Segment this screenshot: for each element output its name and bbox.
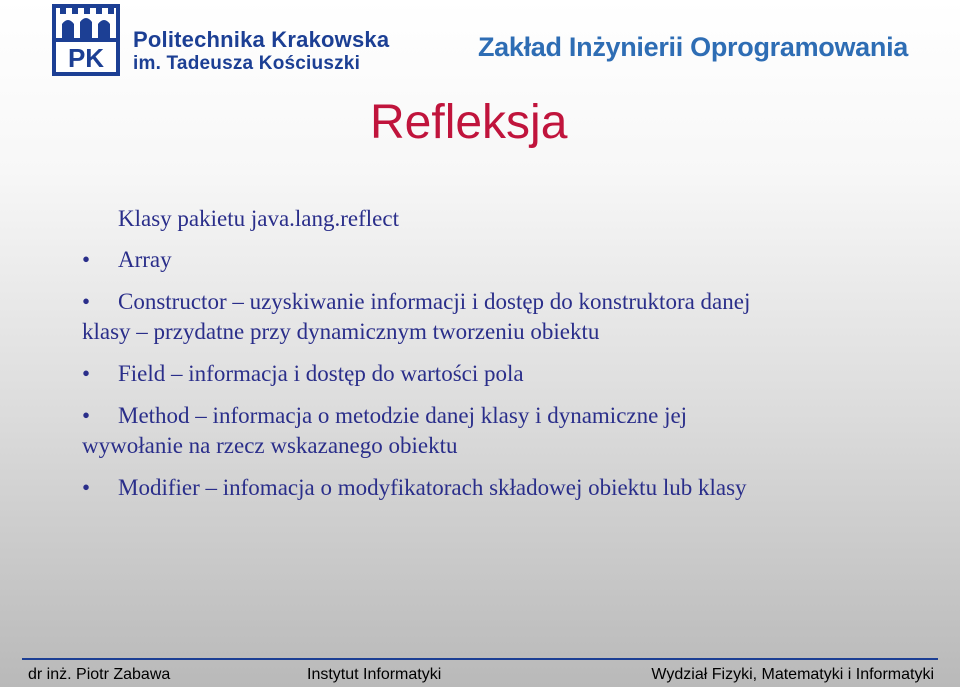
slide-content (82, 205, 882, 515)
pk-logo (52, 4, 120, 76)
department-name: Zakład Inżynierii Oprogramowania (477, 32, 908, 62)
bullet-text: Constructor – uzyskiwanie informacji i dostęp do konstruktora danej (118, 289, 751, 314)
intro-text: Klasy pakietu java.lang.reflect (118, 206, 399, 231)
bullet-item (82, 473, 882, 503)
bullet-text-continuation: klasy – przydatne przy dynamicznym tworzeniu obiektu (82, 319, 600, 344)
slide-header (0, 0, 960, 90)
bullet-icon: • (82, 289, 91, 314)
university-name-line2: im. Tadeusza Kościuszki (133, 53, 361, 74)
bullet-icon: • (82, 361, 91, 386)
bullet-icon: • (82, 403, 91, 428)
bullet-text: Modifier – infomacja o modyfikatorach składowej obiektu lub klasy (118, 475, 747, 500)
footer-institute: Instytut Informatyki (307, 666, 442, 683)
slide-title: Refleksja (370, 96, 568, 149)
bullet-item (82, 245, 882, 275)
bullet-item (82, 359, 882, 389)
bullet-text: Field – informacja i dostęp do wartości pola (118, 361, 524, 386)
university-name-line1: Politechnika Krakowska (133, 27, 390, 52)
logo-letters: PK (67, 43, 105, 73)
bullet-icon: • (82, 475, 91, 500)
footer-faculty: Wydział Fizyki, Matematyki i Informatyki (651, 666, 934, 683)
footer-divider (22, 658, 938, 660)
university-name (133, 28, 389, 76)
bullet-text-continuation: wywołanie na rzecz wskazanego obiektu (82, 433, 458, 458)
bullet-item (82, 287, 882, 347)
bullet-item (82, 401, 882, 461)
bullet-text: Method – informacja o metodzie danej klasy i dynamiczne jej (118, 403, 688, 428)
footer-author: dr inż. Piotr Zabawa (28, 666, 171, 683)
bullet-text: Array (118, 247, 172, 272)
bullet-icon: • (82, 247, 91, 272)
